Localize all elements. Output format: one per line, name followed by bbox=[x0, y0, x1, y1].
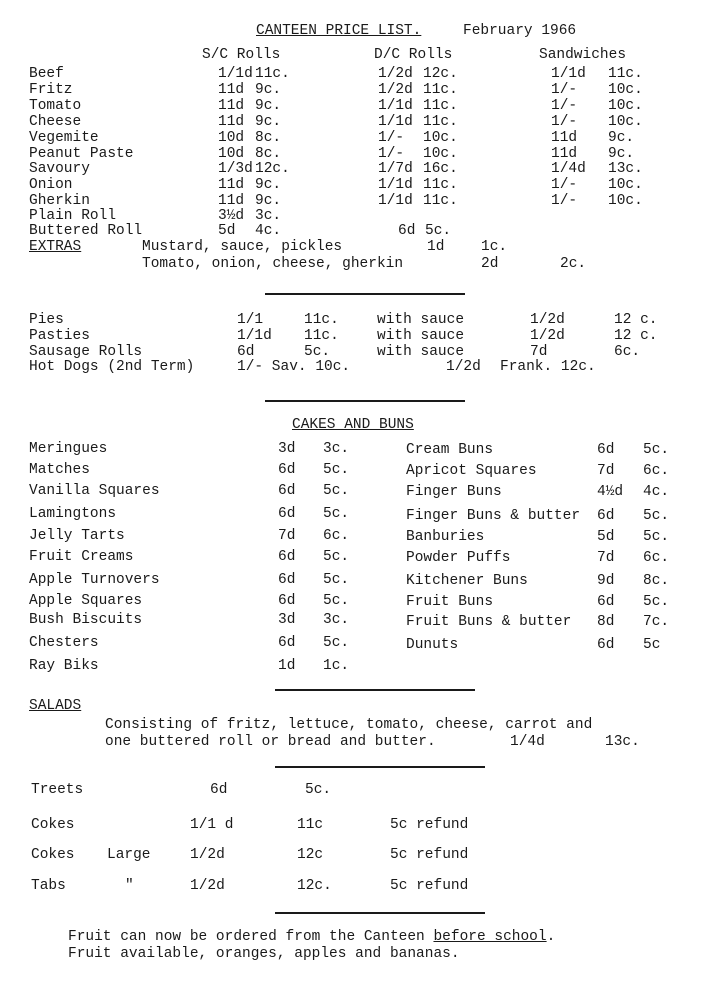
extras-line1-price-c: 1c. bbox=[481, 239, 508, 255]
drink-name: Cokes bbox=[31, 817, 75, 833]
cake-name: Lamingtons bbox=[29, 506, 117, 522]
roll-sc-price-d: 1/3d bbox=[218, 161, 253, 177]
cake-price-c: 4c. bbox=[643, 484, 670, 500]
col-header-sc-rolls: S/C Rolls bbox=[202, 47, 281, 63]
roll-dc-price-c: 12c. bbox=[423, 66, 458, 82]
drink-price-d: 1/2d bbox=[190, 847, 225, 863]
divider-4 bbox=[275, 766, 485, 768]
roll-dc-price-c: 11c. bbox=[423, 98, 458, 114]
salads-label: SALADS bbox=[29, 698, 82, 714]
divider-2 bbox=[265, 400, 465, 402]
cake-name: Kitchener Buns bbox=[406, 573, 528, 589]
pie-price-d: 1/1d bbox=[237, 328, 272, 344]
drink-size: Large bbox=[107, 847, 151, 863]
drink-name: Tabs bbox=[31, 878, 66, 894]
drink-price-c: 12c. bbox=[297, 878, 332, 894]
roll-sc-price-c: 4c. bbox=[255, 223, 282, 239]
pie-price-d: 1/1 bbox=[237, 312, 264, 328]
roll-name: Savoury bbox=[29, 161, 90, 177]
roll-name: Gherkin bbox=[29, 193, 90, 209]
pie-name: Pies bbox=[29, 312, 64, 328]
hotdogs-frank-price: 1/2d bbox=[446, 359, 481, 375]
extras-label: EXTRAS bbox=[29, 239, 82, 255]
roll-sc-price-d: 5d bbox=[218, 223, 236, 239]
roll-sc-price-c: 8c. bbox=[255, 130, 282, 146]
cake-name: Ray Biks bbox=[29, 658, 99, 674]
roll-sc-price-c: 9c. bbox=[255, 177, 282, 193]
cake-price-d: 6d bbox=[597, 594, 615, 610]
salads-line1: Consisting of fritz, lettuce, tomato, cheese, carrot and bbox=[105, 717, 593, 733]
divider-5 bbox=[275, 912, 485, 914]
pie-extra-price-d: 7d bbox=[530, 344, 548, 360]
roll-dc-price-c: 10c. bbox=[423, 130, 458, 146]
pie-name: Sausage Rolls bbox=[29, 344, 143, 360]
cake-name: Vanilla Squares bbox=[29, 483, 160, 499]
roll-name: Peanut Paste bbox=[29, 146, 134, 162]
roll-sw-price-c: 10c. bbox=[608, 177, 643, 193]
cake-price-d: 6d bbox=[278, 593, 296, 609]
cake-price-c: 7c. bbox=[643, 614, 670, 630]
pie-extra-label: with sauce bbox=[377, 344, 465, 360]
pie-extra-price-c: 12 c. bbox=[614, 328, 658, 344]
cake-name: Apricot Squares bbox=[406, 463, 537, 479]
roll-sw-price-d: 11d bbox=[551, 130, 578, 146]
roll-name: Cheese bbox=[29, 114, 82, 130]
cake-name: Finger Buns bbox=[406, 484, 502, 500]
roll-sw-price-c: 10c. bbox=[608, 82, 643, 98]
roll-name: Plain Roll bbox=[29, 208, 117, 224]
cake-price-d: 6d bbox=[278, 483, 296, 499]
cake-name: Jelly Tarts bbox=[29, 528, 125, 544]
roll-name: Fritz bbox=[29, 82, 73, 98]
roll-sc-price-d: 11d bbox=[218, 193, 245, 209]
roll-sc-price-c: 3c. bbox=[255, 208, 282, 224]
cake-name: Fruit Creams bbox=[29, 549, 134, 565]
cake-name: Powder Puffs bbox=[406, 550, 511, 566]
cake-price-c: 5c. bbox=[323, 572, 350, 588]
cake-name: Cream Buns bbox=[406, 442, 494, 458]
cake-price-d: 3d bbox=[278, 441, 296, 457]
drink-name: Cokes bbox=[31, 847, 75, 863]
hotdogs-sav: 1/- Sav. 10c. bbox=[237, 359, 351, 375]
roll-dc-price-d: 6d bbox=[398, 223, 416, 239]
roll-dc-price-d: 1/7d bbox=[378, 161, 413, 177]
cake-price-d: 6d bbox=[278, 635, 296, 651]
drink-price-d: 6d bbox=[210, 782, 228, 798]
drink-refund: 5c refund bbox=[390, 878, 469, 894]
roll-dc-price-c: 10c. bbox=[423, 146, 458, 162]
cake-price-d: 5d bbox=[597, 529, 615, 545]
roll-sw-price-c: 9c. bbox=[608, 130, 635, 146]
extras-line2-price-c: 2c. bbox=[560, 256, 587, 272]
footer-line2: Fruit available, oranges, apples and bananas. bbox=[68, 946, 460, 962]
roll-sc-price-c: 9c. bbox=[255, 82, 282, 98]
drink-refund: 5c refund bbox=[390, 817, 469, 833]
footer-before-school: before school bbox=[433, 929, 547, 945]
cake-price-d: 6d bbox=[278, 549, 296, 565]
col-header-sandwiches: Sandwiches bbox=[539, 47, 627, 63]
cake-price-d: 1d bbox=[278, 658, 296, 674]
roll-sw-price-d: 1/- bbox=[551, 82, 578, 98]
roll-name: Beef bbox=[29, 66, 64, 82]
extras-line1: Mustard, sauce, pickles bbox=[142, 239, 343, 255]
hotdogs-name: Hot Dogs (2nd Term) bbox=[29, 359, 195, 375]
roll-dc-price-c: 11c. bbox=[423, 82, 458, 98]
cake-price-c: 5c. bbox=[323, 506, 350, 522]
cake-price-c: 5c. bbox=[643, 529, 670, 545]
cake-price-c: 5c. bbox=[323, 483, 350, 499]
cake-price-c: 1c. bbox=[323, 658, 350, 674]
divider-3 bbox=[275, 689, 475, 691]
roll-name: Tomato bbox=[29, 98, 82, 114]
roll-sc-price-c: 9c. bbox=[255, 193, 282, 209]
col-header-dc-rolls: D/C Rolls bbox=[374, 47, 453, 63]
cake-price-c: 6c. bbox=[643, 550, 670, 566]
cake-price-d: 7d bbox=[597, 550, 615, 566]
roll-dc-price-d: 1/- bbox=[378, 146, 405, 162]
cake-price-d: 6d bbox=[597, 637, 615, 653]
pie-price-c: 5c. bbox=[304, 344, 331, 360]
salads-price-d: 1/4d bbox=[510, 734, 545, 750]
extras-line1-price-d: 1d bbox=[427, 239, 445, 255]
cake-price-d: 6d bbox=[597, 508, 615, 524]
cake-name: Fruit Buns & butter bbox=[406, 614, 572, 630]
roll-sc-price-c: 9c. bbox=[255, 114, 282, 130]
pie-name: Pasties bbox=[29, 328, 90, 344]
footer-line1-text: Fruit can now be ordered from the Canteen bbox=[68, 929, 434, 945]
roll-sw-price-c: 9c. bbox=[608, 146, 635, 162]
drink-price-c: 12c bbox=[297, 847, 324, 863]
cake-name: Dunuts bbox=[406, 637, 459, 653]
cake-price-d: 7d bbox=[278, 528, 296, 544]
roll-sw-price-c: 11c. bbox=[608, 66, 643, 82]
cake-price-d: 6d bbox=[597, 442, 615, 458]
roll-sc-price-d: 11d bbox=[218, 82, 245, 98]
pie-price-c: 11c. bbox=[304, 312, 339, 328]
roll-sc-price-d: 11d bbox=[218, 177, 245, 193]
cake-price-c: 3c. bbox=[323, 612, 350, 628]
cake-price-c: 5c. bbox=[323, 593, 350, 609]
cake-name: Finger Buns & butter bbox=[406, 508, 581, 524]
cake-price-c: 5c. bbox=[323, 549, 350, 565]
roll-sw-price-c: 13c. bbox=[608, 161, 643, 177]
cake-price-c: 6c. bbox=[323, 528, 350, 544]
roll-sw-price-c: 10c. bbox=[608, 98, 643, 114]
pie-extra-price-d: 1/2d bbox=[530, 312, 565, 328]
pie-extra-label: with sauce bbox=[377, 328, 465, 344]
roll-dc-price-d: 1/1d bbox=[378, 193, 413, 209]
roll-sw-price-d: 1/- bbox=[551, 98, 578, 114]
cake-price-d: 7d bbox=[597, 463, 615, 479]
drink-refund: 5c refund bbox=[390, 847, 469, 863]
cake-price-d: 9d bbox=[597, 573, 615, 589]
roll-name: Vegemite bbox=[29, 130, 99, 146]
pie-price-c: 11c. bbox=[304, 328, 339, 344]
roll-sw-price-d: 1/- bbox=[551, 177, 578, 193]
cake-price-c: 5c. bbox=[643, 508, 670, 524]
roll-sw-price-c: 10c. bbox=[608, 114, 643, 130]
roll-dc-price-c: 11c. bbox=[423, 193, 458, 209]
cake-price-d: 3d bbox=[278, 612, 296, 628]
roll-dc-price-d: 1/2d bbox=[378, 66, 413, 82]
roll-sc-price-d: 1/1d bbox=[218, 66, 253, 82]
extras-line2-price-d: 2d bbox=[481, 256, 499, 272]
drink-price-d: 1/1 d bbox=[190, 817, 234, 833]
page-title: CANTEEN PRICE LIST. bbox=[256, 23, 422, 39]
cake-name: Matches bbox=[29, 462, 90, 478]
salads-line2: one buttered roll or bread and butter. bbox=[105, 734, 436, 750]
roll-dc-price-d: 1/- bbox=[378, 130, 405, 146]
hotdogs-frank: Frank. 12c. bbox=[500, 359, 596, 375]
cake-name: Apple Squares bbox=[29, 593, 143, 609]
roll-dc-price-d: 1/1d bbox=[378, 114, 413, 130]
roll-sw-price-d: 1/4d bbox=[551, 161, 586, 177]
footer-line1-end: . bbox=[546, 929, 556, 945]
roll-sc-price-d: 11d bbox=[218, 98, 245, 114]
drink-price-d: 1/2d bbox=[190, 878, 225, 894]
roll-sw-price-d: 11d bbox=[551, 146, 578, 162]
roll-sc-price-d: 10d bbox=[218, 146, 245, 162]
pie-extra-price-c: 12 c. bbox=[614, 312, 658, 328]
cake-price-d: 8d bbox=[597, 614, 615, 630]
drink-price-c: 11c bbox=[297, 817, 324, 833]
cake-price-d: 6d bbox=[278, 572, 296, 588]
roll-sc-price-d: 11d bbox=[218, 114, 245, 130]
salads-price-c: 13c. bbox=[605, 734, 640, 750]
roll-dc-price-d: 1/1d bbox=[378, 177, 413, 193]
roll-sc-price-c: 11c. bbox=[255, 66, 290, 82]
cake-price-c: 3c. bbox=[323, 441, 350, 457]
cake-name: Bush Biscuits bbox=[29, 612, 143, 628]
cake-price-c: 6c. bbox=[643, 463, 670, 479]
cake-price-c: 8c. bbox=[643, 573, 670, 589]
pie-extra-label: with sauce bbox=[377, 312, 465, 328]
roll-sw-price-d: 1/- bbox=[551, 193, 578, 209]
roll-name: Buttered Roll bbox=[29, 223, 143, 239]
cake-price-c: 5c. bbox=[643, 442, 670, 458]
footer-line1 bbox=[68, 930, 555, 945]
pie-extra-price-d: 1/2d bbox=[530, 328, 565, 344]
cake-price-c: 5c. bbox=[323, 635, 350, 651]
cake-price-d: 4½d bbox=[597, 484, 624, 500]
extras-line2: Tomato, onion, cheese, gherkin bbox=[142, 256, 404, 272]
drink-name: Treets bbox=[31, 782, 84, 798]
roll-dc-price-c: 11c. bbox=[423, 177, 458, 193]
drink-size: " bbox=[125, 878, 134, 894]
roll-sc-price-c: 8c. bbox=[255, 146, 282, 162]
roll-sc-price-c: 9c. bbox=[255, 98, 282, 114]
cake-name: Apple Turnovers bbox=[29, 572, 160, 588]
cake-name: Meringues bbox=[29, 441, 108, 457]
roll-sw-price-c: 10c. bbox=[608, 193, 643, 209]
drink-price-c: 5c. bbox=[305, 782, 332, 798]
cake-price-c: 5c. bbox=[643, 594, 670, 610]
roll-dc-price-d: 1/1d bbox=[378, 98, 413, 114]
roll-sc-price-d: 3½d bbox=[218, 208, 245, 224]
cake-price-d: 6d bbox=[278, 506, 296, 522]
roll-dc-price-c: 5c. bbox=[425, 223, 452, 239]
page-date: February 1966 bbox=[463, 23, 577, 39]
pie-extra-price-c: 6c. bbox=[614, 344, 641, 360]
roll-name: Onion bbox=[29, 177, 73, 193]
cake-price-d: 6d bbox=[278, 462, 296, 478]
roll-sw-price-d: 1/- bbox=[551, 114, 578, 130]
roll-sw-price-d: 1/1d bbox=[551, 66, 586, 82]
cake-name: Fruit Buns bbox=[406, 594, 494, 610]
roll-dc-price-c: 16c. bbox=[423, 161, 458, 177]
cakes-title: CAKES AND BUNS bbox=[292, 417, 414, 433]
roll-sc-price-d: 10d bbox=[218, 130, 245, 146]
cake-name: Banburies bbox=[406, 529, 485, 545]
cake-price-c: 5c. bbox=[323, 462, 350, 478]
roll-dc-price-d: 1/2d bbox=[378, 82, 413, 98]
cake-name: Chesters bbox=[29, 635, 99, 651]
pie-price-d: 6d bbox=[237, 344, 255, 360]
cake-price-c: 5c bbox=[643, 637, 661, 653]
divider-1 bbox=[265, 293, 465, 295]
roll-dc-price-c: 11c. bbox=[423, 114, 458, 130]
roll-sc-price-c: 12c. bbox=[255, 161, 290, 177]
